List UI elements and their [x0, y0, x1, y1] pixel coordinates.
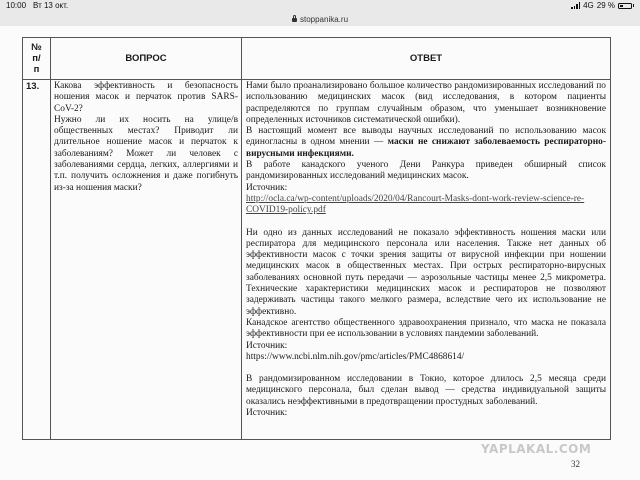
answer-emphasis: маски не снижают заболеваемость респираторно-вирусными инфекциями. — [246, 137, 606, 159]
address-bar[interactable] — [0, 12, 640, 26]
battery-percent: 29 % — [596, 1, 615, 10]
watermark: YAPLAKAL.COM — [481, 442, 592, 456]
question-cell — [51, 80, 242, 440]
date: Вт 13 окт. — [33, 1, 69, 10]
source-link[interactable]: http://ocla.ca/wp-content/uploads/2020/04/Rancourt-Masks-dont-work-review-science-re-COVID19-policy.pdf — [246, 193, 585, 216]
document-page — [0, 26, 640, 480]
battery-icon — [618, 3, 632, 9]
number-column-header — [23, 38, 51, 80]
source-link[interactable]: https://www.ncbi.nlm.nih.gov/pmc/articles/PMC4868614/ — [246, 351, 465, 362]
question-paragraph: Нужно ли их носить на улице/в общественных местах? Приводит ли длительное ношение масок и перчаток к заболеваниям? Может ли человек с заболеваниями сердца, легких, аллергиями и т.п. получить осложнения и даже погибнуть из-за ношения маски? — [54, 114, 238, 193]
answer-paragraph: Нами было проанализировано большое количество рандомизированных исследований по использованию медицинских масок (вид исследования, в котором пациенты распределяются по группам случайным образом, что уменьшает возникновение определенных источников систематической ошибки). — [246, 81, 606, 125]
number-header-line: п — [33, 64, 40, 75]
answer-paragraph: В работе канадского ученого Дени Ранкура приведен обширный список рандомизированных исследований медицинских масок. — [246, 160, 606, 182]
spacer — [246, 217, 606, 228]
table-header-row — [23, 38, 611, 80]
question-column-header: ВОПРОС — [51, 38, 242, 80]
network-type: 4G — [583, 1, 594, 10]
lock-icon — [292, 18, 297, 22]
row-number: 13. — [23, 80, 51, 440]
url-text[interactable]: stoppanika.ru — [299, 14, 349, 24]
source-label: Источник: — [246, 182, 288, 193]
clock: 10:00 — [6, 1, 27, 10]
number-header-line: п/ — [32, 53, 41, 64]
source-label: Источник: — [246, 340, 288, 351]
answer-paragraph — [246, 126, 606, 160]
qa-table — [22, 37, 611, 440]
number-header-line: № — [31, 42, 42, 53]
status-indicators — [571, 1, 634, 10]
source-label: Источник: — [246, 408, 288, 419]
spacer — [246, 363, 606, 374]
answer-cell — [242, 80, 611, 440]
answer-text: В настоящий момент все выводы научных исследований по использованию масок единогласны в одном мнении — — [246, 126, 606, 148]
status-bar — [0, 0, 640, 12]
cellular-signal-icon — [571, 2, 580, 9]
battery-tip-icon — [633, 4, 634, 7]
question-paragraph: Какова эффективность и безопасность ношения масок и перчаток против SARS-CoV-2? — [54, 81, 238, 114]
page-number: 32 — [571, 459, 580, 469]
table-row — [23, 80, 611, 440]
answer-paragraph: В рандомизированном исследовании в Токио, которое длилось 2,5 месяца среди медицинского персонала, был сделан вывод — средства индивидуальной защиты оказались неэффективными в предотвращении простудных заболеваний. — [246, 374, 606, 407]
answer-paragraph: Ни одно из данных исследований не показало эффективность ношения маски или респиратора для медицинского персонала или населения. Также нет данных об эффективности масок с точки зрения защиты от вирусной инфекции при ношении медицинских масок в общественных местах. При острых респираторно-вирусных заболеваниях основной путь передачи — аэрозольные частицы менее 2,5 микрометра. Технические характеристики медицинских масок и респираторов не позволяют задерживать частицы такого мелкого размера, вследствие чего их использование не эффективно. — [246, 227, 606, 317]
answer-column-header: ОТВЕТ — [242, 38, 611, 80]
answer-paragraph: Канадское агентство общественного здравоохранения признало, что маска не показала эффективности при ее использовании в условиях пандемии заболеваний. — [246, 317, 606, 340]
